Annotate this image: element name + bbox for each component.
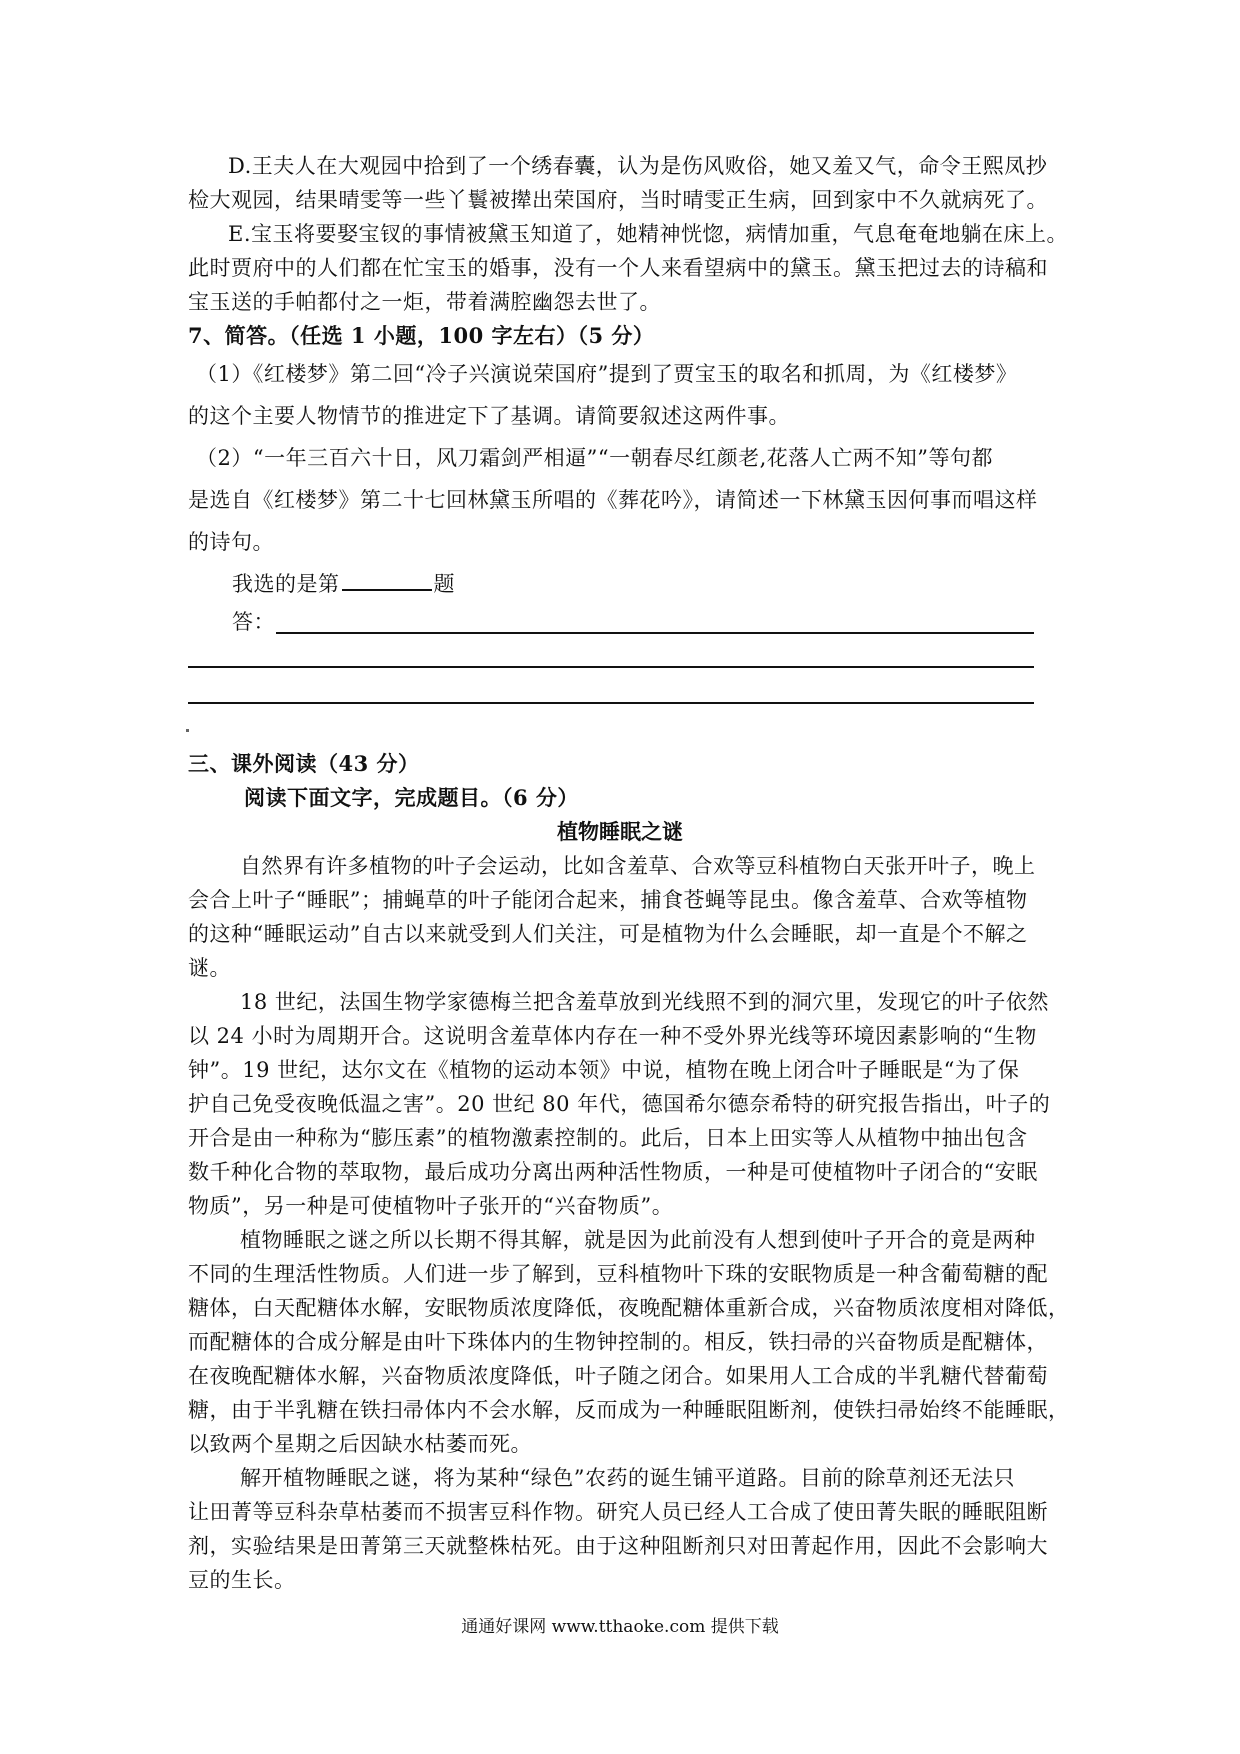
p1-line-4: 谜。	[188, 956, 231, 980]
choose-question-row	[232, 568, 455, 600]
question-number-blank[interactable]	[342, 569, 432, 591]
p3-line-3: 糖体，白天配糖体水解，安眠物质浓度降低，夜晚配糖体重新合成，兴奋物质浓度相对降低，	[188, 1296, 1070, 1320]
p2-line-2: 以 24 小时为周期开合。这说明含羞草体内存在一种不受外界光线等环境因素影响的“生物	[188, 1024, 1037, 1048]
answer-line-3[interactable]	[188, 702, 1034, 704]
p2-line-3: 钟”。19 世纪，达尔文在《植物的运动本领》中说，植物在晚上闭合叶子睡眠是“为了保	[188, 1058, 1020, 1082]
p2-line-7: 物质”，另一种是可使植物叶子张开的“兴奋物质”。	[188, 1194, 674, 1218]
p4-line-4: 豆的生长。	[188, 1568, 296, 1592]
p3-line-5: 在夜晚配糖体水解，兴奋物质浓度降低，叶子随之闭合。如果用人工合成的半乳糖代替葡萄	[188, 1364, 1048, 1388]
p3-line-6: 糖，由于半乳糖在铁扫帚体内不会水解，反而成为一种睡眠阻断剂，使铁扫帚始终不能睡眠，	[188, 1398, 1070, 1422]
p1-line-1: 自然界有许多植物的叶子会运动，比如含羞草、合欢等豆科植物白天张开叶子，晚上	[240, 854, 1036, 878]
question-7-option-1-line-2: 的这个主要人物情节的推进定下了基调。请简要叙述这两件事。	[188, 404, 790, 428]
question-7-heading: 7、简答。（任选 1 小题，100 字左右）（5 分）	[188, 323, 655, 348]
p2-line-6: 数千种化合物的萃取物，最后成功分离出两种活性物质，一种是可使植物叶子闭合的“安眠	[188, 1160, 1038, 1184]
answer-label: 答：	[232, 610, 275, 634]
p3-line-1: 植物睡眠之谜之所以长期不得其解，就是因为此前没有人想到使叶子开合的竟是两种	[240, 1228, 1036, 1252]
option-d-line-2: 检大观园，结果晴雯等一些丫鬟被撵出荣国府，当时晴雯正生病，回到家中不久就病死了。	[188, 188, 1048, 212]
option-e-line-1: E.宝玉将要娶宝钗的事情被黛玉知道了，她精神恍惚，病情加重，气息奄奄地躺在床上。	[228, 222, 1069, 246]
page-footer: 通通好课网 www.tthaoke.com 提供下载	[461, 1617, 779, 1637]
answer-line-2[interactable]	[188, 666, 1034, 668]
p1-line-2: 会合上叶子“睡眠”；捕蝇草的叶子能闭合起来，捕食苍蝇等昆虫。像含羞草、合欢等植物	[188, 888, 1028, 912]
question-7-option-2-line-1: （2）“一年三百六十日，风刀霜剑严相逼”“一朝春尽红颜老,花落人亡两不知”等句都	[196, 446, 993, 470]
option-e-line-3: 宝玉送的手帕都付之一炬，带着满腔幽怨去世了。	[188, 290, 661, 314]
p4-line-2: 让田菁等豆科杂草枯萎而不损害豆科作物。研究人员已经人工合成了使田菁失眠的睡眠阻断	[188, 1500, 1048, 1524]
question-7-option-2-line-2: 是选自《红楼梦》第二十七回林黛玉所唱的《葬花吟》，请简述一下林黛玉因何事而唱这样	[188, 488, 1038, 512]
p4-line-1: 解开植物睡眠之谜，将为某种“绿色”农药的诞生铺平道路。目前的除草剂还无法只	[240, 1466, 1015, 1490]
section-3-instruction: 阅读下面文字，完成题目。（6 分）	[244, 785, 579, 810]
p2-line-4: 护自己免受夜晚低温之害”。20 世纪 80 年代，德国希尔德奈希特的研究报告指出，叶子的	[188, 1092, 1051, 1116]
article-title: 植物睡眠之谜	[557, 819, 683, 844]
option-e-line-2: 此时贾府中的人们都在忙宝玉的婚事，没有一个人来看望病中的黛玉。黛玉把过去的诗稿和	[188, 256, 1048, 280]
p3-line-2: 不同的生理活性物质。人们进一步了解到，豆科植物叶下珠的安眠物质是一种含葡萄糖的配	[188, 1262, 1048, 1286]
p2-line-5: 开合是由一种称为“膨压素”的植物激素控制的。此后，日本上田实等人从植物中抽出包含	[188, 1126, 1028, 1150]
p4-line-3: 剂，实验结果是田菁第三天就整株枯死。由于这种阻断剂只对田菁起作用，因此不会影响大	[188, 1534, 1048, 1558]
p3-line-4: 而配糖体的合成分解是由叶下珠体内的生物钟控制的。相反，铁扫帚的兴奋物质是配糖体，	[188, 1330, 1048, 1354]
p1-line-3: 的这种“睡眠运动”自古以来就受到人们关注，可是植物为什么会睡眠，却一直是个不解之	[188, 922, 1028, 946]
question-7-option-1-line-1: （1）《红楼梦》第二回“冷子兴演说荣国府”提到了贾宝玉的取名和抓周，为《红楼梦》	[196, 362, 1018, 386]
choose-suffix: 题	[433, 572, 455, 596]
choose-prefix: 我选的是第	[232, 572, 340, 596]
p3-line-7: 以致两个星期之后因缺水枯萎而死。	[188, 1432, 532, 1456]
question-7-option-2-line-3: 的诗句。	[188, 530, 274, 554]
option-d-line-1: D.王夫人在大观园中拾到了一个绣春囊，认为是伤风败俗，她又羞又气，命令王熙凤抄	[228, 154, 1048, 178]
p2-line-1: 18 世纪，法国生物学家德梅兰把含羞草放到光线照不到的洞穴里，发现它的叶子依然	[240, 990, 1049, 1014]
section-3-heading: 三、课外阅读（43 分）	[188, 751, 420, 776]
stray-dot	[186, 729, 189, 732]
answer-line-1[interactable]	[276, 632, 1034, 634]
